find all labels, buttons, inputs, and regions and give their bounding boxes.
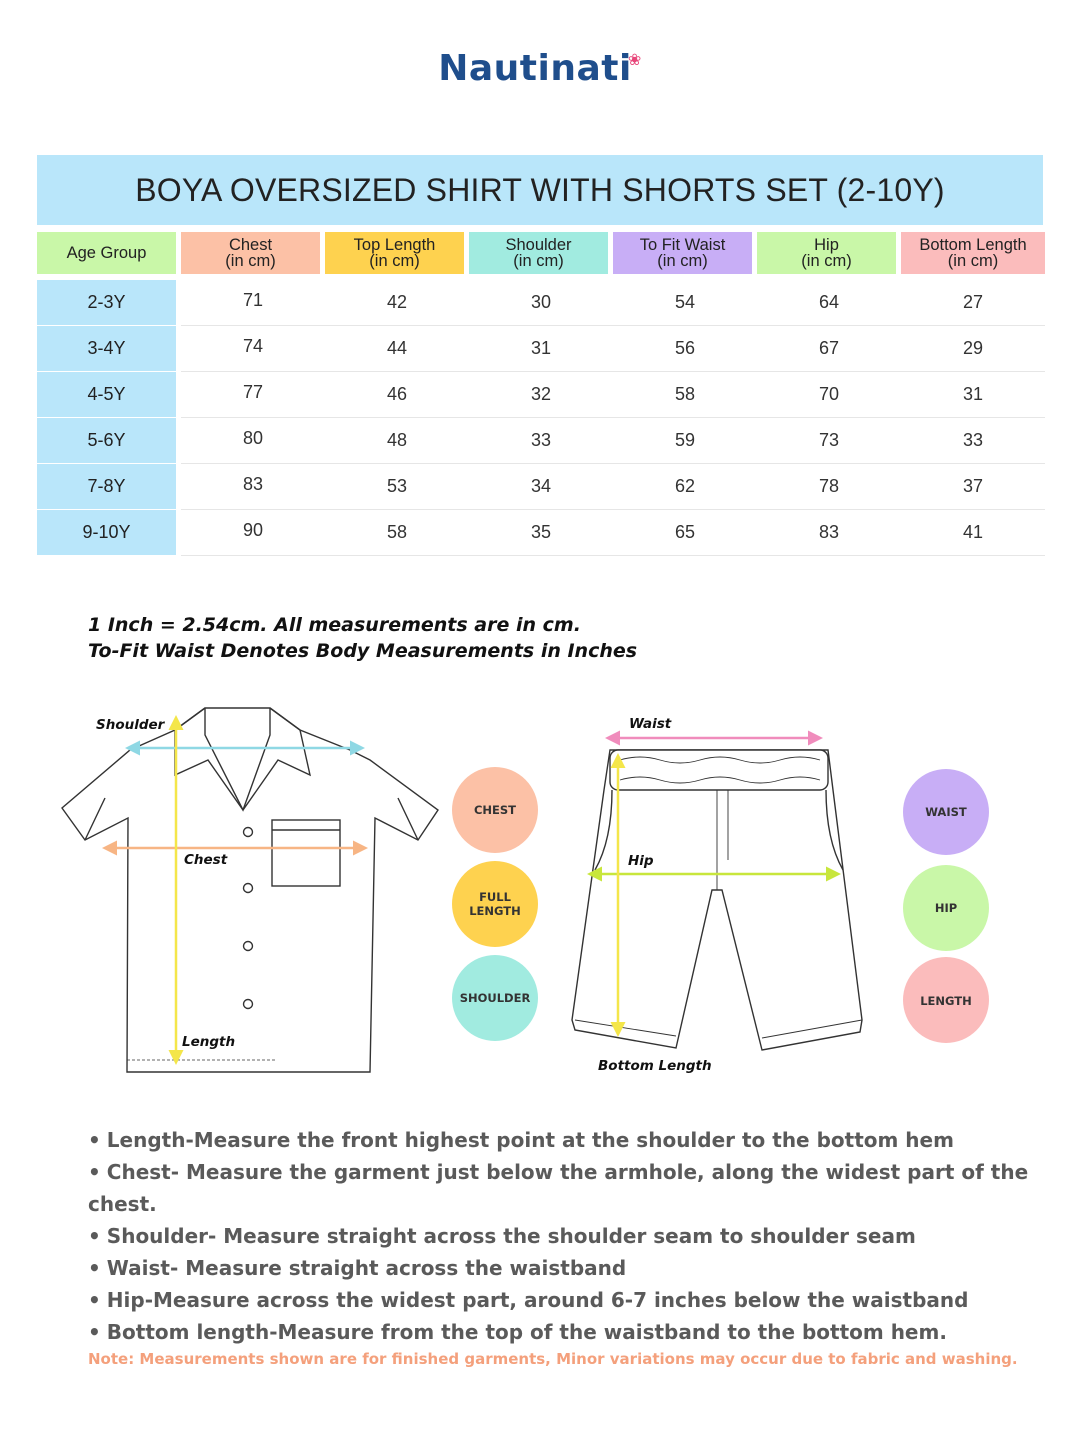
instruction-item: • Chest- Measure the garment just below the armhole, along the widest part of the chest. <box>88 1156 1080 1220</box>
column-header-label: Chest <box>228 236 273 254</box>
full-length-legend-line1: FULL <box>479 890 511 904</box>
brand-logo <box>0 48 1080 89</box>
column-header <box>757 232 901 274</box>
cell-age: 4-5Y <box>37 372 181 418</box>
instruction-item: • Length-Measure the front highest point at the shoulder to the bottom hem <box>88 1124 1080 1156</box>
waist-label: Waist <box>629 716 672 732</box>
cell-hip: 83 <box>757 510 901 556</box>
shorts-drawing <box>572 750 862 1050</box>
column-header-label: Top Length <box>353 236 436 254</box>
cell-chest: 80 <box>181 418 325 464</box>
measurement-instructions <box>88 1124 1080 1348</box>
cell-hip: 78 <box>757 464 901 510</box>
note-waist: To-Fit Waist Denotes Body Measurements in Inches <box>88 640 638 662</box>
length-label: Length <box>182 1034 236 1050</box>
chest-label: Chest <box>184 852 228 868</box>
cell-bottom-length: 27 <box>901 274 1045 326</box>
cell-shoulder: 32 <box>469 372 613 418</box>
waist-legend-label: WAIST <box>925 805 967 819</box>
column-header-unit: (in cm) <box>369 252 420 270</box>
column-header <box>613 232 757 274</box>
cell-chest: 83 <box>181 464 325 510</box>
instruction-item: • Bottom length-Measure from the top of the waistband to the bottom hem. <box>88 1316 1080 1348</box>
cell-top-length: 48 <box>325 418 469 464</box>
cell-shoulder: 30 <box>469 274 613 326</box>
garment-diagram <box>0 690 1080 1090</box>
column-header-unit: (in cm) <box>657 252 708 270</box>
table-row <box>37 510 1045 556</box>
cell-hip: 67 <box>757 326 901 372</box>
cell-bottom-length: 29 <box>901 326 1045 372</box>
cell-age: 9-10Y <box>37 510 181 556</box>
column-header-label: To Fit Waist <box>639 236 726 254</box>
measurement-notes <box>88 612 637 664</box>
cell-chest: 74 <box>181 326 325 372</box>
table-body <box>37 274 1045 556</box>
cell-chest: 77 <box>181 372 325 418</box>
column-header-unit: (in cm) <box>513 252 564 270</box>
column-header-label: Age Group <box>66 244 147 262</box>
cell-waist: 58 <box>613 372 757 418</box>
shoulder-label: Shoulder <box>96 717 165 733</box>
cell-age: 7-8Y <box>37 464 181 510</box>
table-row <box>37 326 1045 372</box>
table-row <box>37 372 1045 418</box>
table-row <box>37 274 1045 326</box>
note-conversion: 1 Inch = 2.54cm. All measurements are in cm. <box>88 614 581 636</box>
column-header <box>325 232 469 274</box>
cell-waist: 62 <box>613 464 757 510</box>
table-row <box>37 418 1045 464</box>
cell-waist: 65 <box>613 510 757 556</box>
column-header-unit: (in cm) <box>801 252 852 270</box>
cell-chest: 90 <box>181 510 325 556</box>
shoulder-legend-label: SHOULDER <box>459 991 531 1005</box>
cell-hip: 70 <box>757 372 901 418</box>
cell-top-length: 58 <box>325 510 469 556</box>
cell-shoulder: 35 <box>469 510 613 556</box>
shorts-legend <box>903 769 989 1043</box>
column-header-label: Shoulder <box>505 236 572 254</box>
cell-top-length: 42 <box>325 274 469 326</box>
cell-shoulder: 31 <box>469 326 613 372</box>
chest-legend-label: CHEST <box>473 803 517 817</box>
column-header-label: Hip <box>814 236 839 254</box>
table-header-row <box>37 232 1045 274</box>
cell-age: 5-6Y <box>37 418 181 464</box>
shirt-legend <box>452 767 538 1041</box>
bottom-length-label: Bottom Length <box>598 1058 712 1074</box>
cell-chest: 71 <box>181 274 325 326</box>
cell-top-length: 44 <box>325 326 469 372</box>
footnote: Note: Measurements shown are for finished garments, Minor variations may occur due to fabric and washing. <box>88 1350 1018 1368</box>
cell-age: 3-4Y <box>37 326 181 372</box>
column-header <box>181 232 325 274</box>
cell-shoulder: 33 <box>469 418 613 464</box>
instruction-item: • Waist- Measure straight across the waistband <box>88 1252 1080 1284</box>
full-length-legend-line2: LENGTH <box>469 904 521 918</box>
paw-icon: ❀ <box>627 50 642 69</box>
cell-waist: 59 <box>613 418 757 464</box>
cell-hip: 64 <box>757 274 901 326</box>
column-header-unit: (in cm) <box>947 252 999 270</box>
brand-name: Nautinati <box>438 48 632 89</box>
length-legend-label: LENGTH <box>920 994 972 1008</box>
table-row <box>37 464 1045 510</box>
cell-top-length: 53 <box>325 464 469 510</box>
cell-age: 2-3Y <box>37 274 181 326</box>
shirt-drawing <box>62 708 438 1072</box>
size-table <box>37 232 1045 556</box>
cell-bottom-length: 31 <box>901 372 1045 418</box>
instruction-item: • Hip-Measure across the widest part, around 6-7 inches below the waistband <box>88 1284 1080 1316</box>
cell-waist: 56 <box>613 326 757 372</box>
cell-hip: 73 <box>757 418 901 464</box>
cell-bottom-length: 37 <box>901 464 1045 510</box>
hip-legend-label: HIP <box>934 901 958 915</box>
column-header-label: Bottom Length <box>919 236 1027 254</box>
column-header <box>37 232 181 274</box>
column-header-unit: (in cm) <box>225 252 276 270</box>
size-chart-title: BOYA OVERSIZED SHIRT WITH SHORTS SET (2-10Y) <box>37 155 1043 225</box>
cell-bottom-length: 33 <box>901 418 1045 464</box>
column-header <box>469 232 613 274</box>
instruction-item: • Shoulder- Measure straight across the shoulder seam to shoulder seam <box>88 1220 1080 1252</box>
cell-shoulder: 34 <box>469 464 613 510</box>
cell-top-length: 46 <box>325 372 469 418</box>
hip-label: Hip <box>628 853 654 869</box>
column-header <box>901 232 1045 274</box>
cell-waist: 54 <box>613 274 757 326</box>
cell-bottom-length: 41 <box>901 510 1045 556</box>
